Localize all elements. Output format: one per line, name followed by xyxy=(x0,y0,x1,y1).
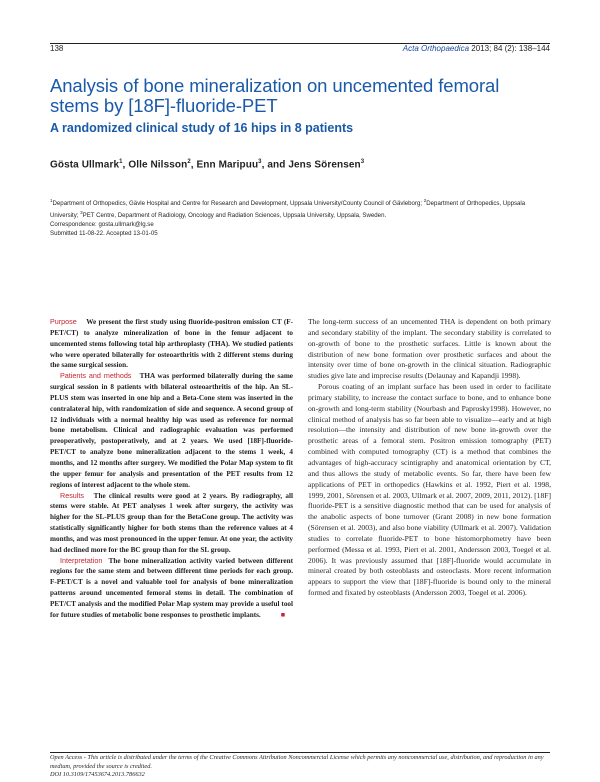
author-name: Gösta Ullmark xyxy=(50,159,120,171)
journal-volume: 2013; 84 (2): 138–144 xyxy=(471,44,550,53)
abstract-purpose xyxy=(50,317,293,371)
author-affiliation-mark: 3 xyxy=(360,159,365,165)
end-of-abstract-icon: ■ xyxy=(280,610,286,619)
footer-rule xyxy=(50,752,550,753)
abstract xyxy=(50,317,293,621)
correspondence: Correspondence: gosta.ullmark@lg.se xyxy=(50,221,154,229)
affiliation-mark: 2 xyxy=(423,198,427,203)
license-note: Open Access - This article is distributed under the terms of the Creative Commons Attribution Noncommercial License which permits any noncommercial use, distribution, and reproduction in any medium, provided the source is credited. xyxy=(50,754,544,770)
abstract-label-purpose: Purpose xyxy=(50,317,77,326)
author-affiliation-mark: 2 xyxy=(187,159,191,165)
abstract-purpose-text: We present the first study using fluoride-positron emission CT (F-PET/CT) to analyze mineralization of bone in the femur adjacent to uncemented stems following total hip arthroplasty (THA). We studied patients who were operated bilaterally for osteoarthritis with 2 different stems during the same surgical session. xyxy=(50,318,294,370)
body-text xyxy=(308,317,551,599)
abstract-label-interpretation: Interpretation xyxy=(60,555,103,565)
body-paragraph: The long-term success of an uncemented THA is dependent on both primary and secondary stability of the implant. The secondary stability is correlated to on-growth of bone to the prosthetic surfaces. Little is known about the distribution of new bone formation over prosthetic surfaces and about the intensity over time of bone on-growth in the clinical situation. Radiographic studies give late and imprecise results (Delaunay and Kapandji 1998). xyxy=(308,317,551,381)
abstract-methods-text: THA was performed bilaterally during the same surgical session in 8 patients with bilateral osteoarthritis of the hip. An SL-PLUS stem was inserted in one hip and a Beta-Cone stem was inserted in the contralateral hip, with randomization of side and sequence. A second group of 12 individuals with a normal healthy hip was used as reference for normal bone metabolism. Clinical and radiographic evaluation was performed preoperatively, postoperatively, and at 2 years. We used [18F]-fluoride-PET/CT to analyze bone mineralization adjacent to the stems 1 week, 4 months, and 12 months after surgery. We modified the Polar Map system to fit the upper femur for analysis and presentation of the PET results from 12 regions of interest adjacent to the whole stem. xyxy=(50,372,293,489)
affiliation-1: Department of Orthopedics, Gävle Hospital and Centre for Research and Development, Uppsala University/County Council of Gävleborg; xyxy=(52,200,424,208)
body-paragraph: Porous coating of an implant surface has been used in order to facilitate primary stability, to increase the contact surface to bone, and to enhance bone on-growth and long-term stability (Nourbash and Paprosky1998). However, no clinical method of analysis has so far been able to visualize—early and at high resolution—the intensity and distribution of new bone in-growth over the prosthetic areas of a femoral stem. Positron emission tomography (PET) combined with computed tomography (CT) is a method that combines the advantages of high-accuracy scintigraphy and anatomical orientation by CT, and thus allows the study of metabolic events. So far, there have been few applications of PET in orthopedics (Hawkins et al. 1992, Piert et al. 1998, 1999, 2001, Sörensen et al. 2003, Ullmark et al. 2007, 2009, 2011, 2012). [18F] fluoride-PET is a sensitive diagnostic method that can be used for analysis of the anabolic aspects of bone turnover (Grant 2008) in new bone formation (Sörensen et al. 2003), and also bone viability (Ullmark et al. 2007). Validation studies to correlate fluoride-PET to bone histomorphometry have been performed (Messa et al. 1993, Piert et al. 2001, Andersson 2003, Toegel et al. 2006). It was previously assumed that [18F]-fluoride would accumulate in mineral created by both osteoblasts and osteoclasts. More recent information appears to support the view that [18F]-fluoride is bound only to the mineral formed and fixated by osteoblasts (Andersson 2003, Toegel et al. 2006). xyxy=(308,382,551,598)
abstract-label-methods: Patients and methods xyxy=(60,371,132,381)
author-separator: , and xyxy=(261,159,289,171)
author-name: Enn Maripuu xyxy=(196,159,259,171)
footer xyxy=(50,754,550,780)
affiliation-mark: 1 xyxy=(50,198,53,203)
affiliation-2: Department of Orthopedics, Uppsala University; xyxy=(50,200,526,220)
affiliation-mark: 3 xyxy=(80,210,83,216)
article-title: Analysis of bone mineralization on uncemented femoral stems by [18F]-fluoride-PET xyxy=(50,75,500,116)
author-separator: , xyxy=(122,159,129,171)
abstract-methods xyxy=(50,371,293,490)
affiliations xyxy=(50,196,550,238)
doi: DOI 10.3109/17453674.2013.786632 xyxy=(50,771,145,779)
author-name: Jens Sörensen xyxy=(288,159,361,171)
author-name: Olle Nilsson xyxy=(128,159,188,171)
abstract-results xyxy=(50,491,293,556)
author-list xyxy=(50,159,550,170)
abstract-interpretation-text: The bone mineralization activity varied between different regions for the same stem and between different time periods for each group. F-PET/CT is a novel and valuable tool for analysis of bone mineralization patterns around uncemented femoral stems in detail. The combination of PET/CT analysis and the modified Polar Map system may provide a useful tool for future studies of metabolic bone responses to prosthetic implants. xyxy=(50,556,294,619)
abstract-label-results: Results xyxy=(60,490,84,500)
journal-name: Acta Orthopaedica xyxy=(402,44,470,53)
journal-citation xyxy=(403,44,550,53)
article-subtitle: A randomized clinical study of 16 hips in 8 patients xyxy=(50,121,354,135)
page-number: 138 xyxy=(50,44,64,53)
author-affiliation-mark: 1 xyxy=(119,159,123,165)
abstract-interpretation xyxy=(50,556,293,621)
author-separator: , xyxy=(190,159,197,171)
submission-dates: Submitted 11-08-22. Accepted 13-01-05 xyxy=(50,230,158,238)
affiliation-3: PET Centre, Department of Radiology, Oncology and Radiation Sciences, Uppsala University, Uppsala, Sweden. xyxy=(82,212,387,220)
author-affiliation-mark: 3 xyxy=(258,159,262,165)
abstract-results-text: The clinical results were good at 2 years. By radiography, all stems were stable. At PET analyses 1 week after surgery, the activity was higher for the SL-PLUS group than for the BetaCone group. The activity was statistically significantly higher for both stems than the reference values at 4 months, and was most pronounced in the upper femur. At one year, the activity had declined more for the BC group than for the SL group. xyxy=(50,491,294,554)
